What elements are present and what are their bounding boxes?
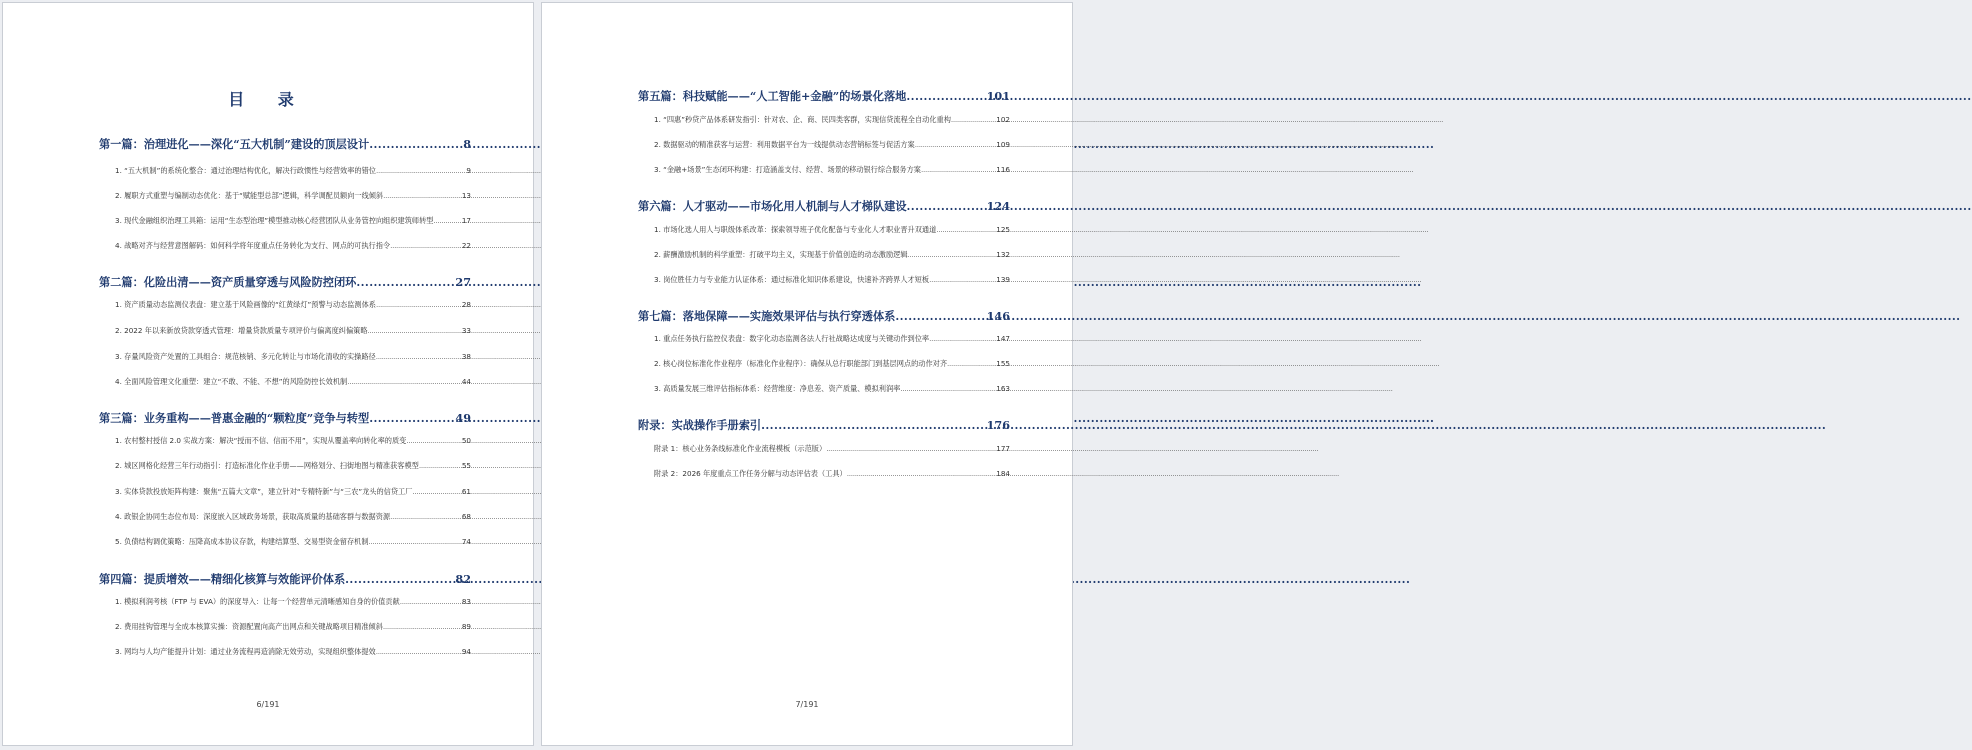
toc-entry-title: 第六篇：人才驱动——市场化用人机制与人才梯队建设 — [638, 199, 907, 213]
toc-section-entry[interactable] — [115, 377, 471, 387]
toc-page-number: 55 — [461, 461, 471, 470]
toc-dot-leader — [406, 436, 462, 445]
toc-page-number: 38 — [461, 352, 471, 361]
toc-page-number: 74 — [461, 537, 471, 546]
toc-page-number: 109 — [996, 140, 1010, 149]
toc-section-entry[interactable] — [115, 352, 471, 362]
toc-section-entry[interactable] — [115, 436, 471, 446]
toc-page-number: 116 — [996, 165, 1010, 174]
toc-entry-title: 3. 实体贷款投放矩阵构建：聚焦“五篇大文章”，建立针对“专精特新”与“三农”龙头的信贷工厂 — [115, 487, 413, 496]
toc-page-number: 17 — [461, 216, 471, 225]
toc-entry-title: 第五篇：科技赋能——“人工智能+金融”的场景化落地 — [638, 89, 907, 103]
toc-section-entry[interactable] — [654, 225, 1010, 235]
toc-dot-leader — [376, 300, 462, 309]
toc-entry-title: 5. 负债结构调优策略：压降高成本协议存款，构建结算型、交易型资金留存机制 — [115, 537, 369, 546]
toc-entry-title: 第二篇：化险出清——资产质量穿透与风险防控闭环 — [99, 275, 357, 289]
toc-entry-title: 1. 重点任务执行监控仪表盘：数字化动态监测各法人行社战略达成度与关键动作到位率 — [654, 334, 930, 343]
toc-dot-leader — [390, 512, 462, 521]
toc-dot-leader — [383, 622, 462, 631]
toc-dot-leader — [383, 191, 462, 200]
toc-entry-title: 2. 2022 年以来新放贷款穿透式管理：增量贷款质量专项评价与偏离度纠偏策略 — [115, 326, 368, 335]
toc-page-number: 27 — [455, 275, 471, 289]
toc-dot-leader — [345, 572, 455, 586]
toc-entry-title: 附录 2：2026 年度重点工作任务分解与动态评估表（工具） — [654, 469, 847, 478]
toc-section-entry[interactable] — [115, 241, 471, 251]
toc-page-number: 176 — [986, 418, 1010, 432]
toc-page-number: 28 — [461, 300, 471, 309]
toc-dot-leader — [369, 537, 462, 546]
toc-section-entry[interactable] — [654, 359, 1010, 369]
toc-entry-title: 3. 现代金融组织治理工具箱：运用“生态型治理”模型推动核心经营团队从业务管控向组织建筑师转型 — [115, 216, 434, 225]
toc-dot-leader — [369, 137, 463, 151]
toc-page-number: 155 — [996, 359, 1010, 368]
toc-section-entry[interactable] — [654, 115, 1010, 125]
toc-section-entry[interactable] — [115, 597, 471, 607]
toc-entry-title: 1. “四惠”秒贷产品体系研发指引：针对农、企、商、民四类客群，实现信贷流程全自动化重构 — [654, 115, 951, 124]
toc-chapter-entry[interactable] — [99, 410, 471, 426]
toc-dot-leader — [419, 461, 462, 470]
toc-section-entry[interactable] — [654, 165, 1010, 175]
toc-entry-title: 4. 全面风险管理文化重塑：建立“不敢、不能、不想”的风险防控长效机制 — [115, 377, 348, 386]
toc-section-entry[interactable] — [654, 444, 1010, 454]
toc-section-entry[interactable] — [115, 300, 471, 310]
toc-dot-leader — [908, 250, 997, 259]
toc-title: 目 录 — [228, 90, 308, 109]
toc-entry-title: 2. 数据驱动的精准获客与运营：利用数据平台为一线提供动态营销标签与促活方案 — [654, 140, 915, 149]
toc-page-number: 9 — [466, 166, 471, 175]
toc-page-number: 50 — [461, 436, 471, 445]
toc-page-number: 147 — [996, 334, 1010, 343]
toc-section-entry[interactable] — [115, 512, 471, 522]
toc-dot-leader — [951, 115, 996, 124]
toc-dot-leader — [347, 377, 462, 386]
toc-section-entry[interactable] — [115, 326, 471, 336]
toc-dot-leader — [376, 352, 462, 361]
toc-page-number: 132 — [996, 250, 1010, 259]
toc-entry-title: 3. “金融+场景”生态闭环构建：打造涵盖支付、经营、场景的移动银行综合服务方案 — [654, 165, 921, 174]
toc-page-number: 22 — [461, 241, 471, 250]
toc-page-number: 102 — [996, 115, 1010, 124]
toc-page-number: 8 — [463, 137, 471, 151]
toc-entry-title: 1. “五大机制”的系统化整合：通过治理结构优化，解决行政惯性与经营效率的错位 — [115, 166, 376, 175]
toc-entry-title: 2. 城区网格化经营三年行动指引：打造标准化作业手册——网格划分、扫街地图与精准获客模型 — [115, 461, 419, 470]
toc-dot-leader — [915, 140, 997, 149]
toc-page-number: 61 — [461, 487, 471, 496]
toc-entry-title: 3. 高质量发展三维评估指标体系：经营维度：净息差、资产质量、模拟利润率 — [654, 384, 901, 393]
toc-section-entry[interactable] — [654, 334, 1010, 344]
toc-dot-leader — [907, 199, 987, 213]
toc-chapter-entry[interactable] — [638, 417, 1010, 433]
toc-dot-leader — [412, 487, 461, 496]
toc-dot-leader — [368, 326, 462, 335]
toc-section-entry[interactable] — [115, 647, 471, 657]
toc-dot-leader — [947, 359, 996, 368]
toc-section-entry[interactable] — [115, 191, 471, 201]
toc-section-entry[interactable] — [115, 487, 471, 497]
toc-section-entry[interactable] — [654, 469, 1010, 479]
toc-dot-leader — [390, 241, 462, 250]
toc-page-number: 68 — [461, 512, 471, 521]
toc-dot-leader — [929, 275, 996, 284]
toc-dot-leader — [356, 275, 455, 289]
toc-dot-leader — [847, 469, 997, 478]
toc-entry-title: 第三篇：业务重构——普惠金融的“颗粒度”竞争与转型 — [99, 411, 370, 425]
toc-chapter-entry[interactable] — [638, 198, 1010, 214]
toc-dot-leader — [900, 384, 996, 393]
toc-chapter-entry[interactable] — [99, 274, 471, 290]
toc-dot-leader — [369, 411, 455, 425]
toc-dot-leader — [906, 89, 986, 103]
toc-entry-title: 第七篇：落地保障——实施效果评估与执行穿透体系 — [638, 309, 896, 323]
toc-page-number: 101 — [986, 89, 1010, 103]
toc-dot-leader — [921, 165, 996, 174]
toc-entry-title: 4. 战略对齐与经营意图解码：如何科学将年度重点任务转化为支行、网点的可执行指令 — [115, 241, 391, 250]
toc-entry-title: 1. 农村整村授信 2.0 实战方案：解决“授而不信、信而不用”，实现从覆盖率向转化率的质变 — [115, 436, 407, 445]
toc-page-right — [541, 2, 1073, 746]
toc-dot-leader — [761, 418, 987, 432]
page-number: 7/191 — [795, 700, 819, 709]
toc-section-entry[interactable] — [115, 461, 471, 471]
toc-entry-title: 3. 网均与人均产能提升计划：通过业务流程再造消除无效劳动，实现组织整体提效 — [115, 647, 376, 656]
toc-section-entry[interactable] — [115, 166, 471, 176]
toc-page-number: 82 — [455, 572, 471, 586]
toc-dot-leader — [895, 309, 986, 323]
toc-entry-title: 1. 资产质量动态监测仪表盘：建立基于风险画像的“红黄绿灯”预警与动态监测体系 — [115, 300, 376, 309]
toc-dot-leader — [936, 225, 996, 234]
toc-page-number: 94 — [461, 647, 471, 656]
toc-page-number: 177 — [996, 444, 1010, 453]
toc-page-number: 163 — [996, 384, 1010, 393]
toc-entry-title: 第四篇：提质增效——精细化核算与效能评价体系 — [99, 572, 346, 586]
toc-section-entry[interactable] — [654, 140, 1010, 150]
toc-page-number: 89 — [461, 622, 471, 631]
toc-page-number: 83 — [461, 597, 471, 606]
toc-page-number: 184 — [996, 469, 1010, 478]
toc-entry-title: 1. 模拟利润考核（FTP 与 EVA）的深度导入：让每一个经营单元清晰感知自身的价值贡献 — [115, 597, 400, 606]
toc-page-number: 49 — [455, 411, 471, 425]
toc-page-number: 124 — [986, 199, 1010, 213]
toc-entry-title: 3. 岗位胜任力与专业能力认证体系：通过标准化知识体系建设，快速补齐跨界人才短板 — [654, 275, 930, 284]
toc-dot-leader — [433, 216, 461, 225]
toc-section-entry[interactable] — [115, 622, 471, 632]
toc-page-number: 33 — [461, 326, 471, 335]
toc-page-number: 146 — [986, 309, 1010, 323]
toc-dot-leader — [929, 334, 996, 343]
toc-page-left — [2, 2, 534, 746]
toc-page-number: 125 — [996, 225, 1010, 234]
toc-page-number: 44 — [461, 377, 471, 386]
toc-entry-title: 2. 核心岗位标准化作业程序（标准化作业程序）：确保从总行职能部门到基层网点的动作对齐 — [654, 359, 948, 368]
toc-dot-leader — [376, 647, 462, 656]
toc-chapter-entry[interactable] — [99, 571, 471, 587]
toc-page-number: 13 — [461, 191, 471, 200]
toc-section-entry[interactable] — [115, 537, 471, 547]
toc-dot-leader — [826, 444, 996, 453]
page-number: 6/191 — [256, 700, 280, 709]
toc-entry-title: 1. 市场化选人用人与职级体系改革：探索领导班子优化配备与专业化人才职业晋升双通道 — [654, 225, 937, 234]
toc-section-entry[interactable] — [115, 216, 471, 226]
toc-entry-title: 附录 1：核心业务条线标准化作业流程模板（示范版） — [654, 444, 827, 453]
toc-section-entry[interactable] — [654, 250, 1010, 260]
toc-entry-title: 第一篇：治理进化——深化“五大机制”建设的顶层设计 — [99, 137, 370, 151]
toc-entry-title: 2. 履职方式重塑与编制动态优化：基于“赋能型总部”逻辑，科学调配员额向一线倾斜 — [115, 191, 384, 200]
toc-entry-title: 3. 存量风险资产处置的工具组合：规范核销、多元化转让与市场化清收的实操路径 — [115, 352, 376, 361]
toc-chapter-entry[interactable] — [638, 308, 1010, 324]
toc-entry-title: 附录：实战操作手册索引 — [638, 418, 762, 432]
toc-entry-title: 4. 政银企协同生态位布局：深度嵌入区域政务场景，获取高质量的基础客群与数据资源 — [115, 512, 391, 521]
toc-section-entry[interactable] — [654, 384, 1010, 394]
toc-page-number: 139 — [996, 275, 1010, 284]
toc-dot-leader — [400, 597, 462, 606]
toc-section-entry[interactable] — [654, 275, 1010, 285]
toc-dot-leader — [376, 166, 466, 175]
toc-entry-title: 2. 薪酬激励机制的科学重塑：打破平均主义，实现基于价值创造的动态激励逻辑 — [654, 250, 908, 259]
toc-chapter-entry[interactable] — [638, 88, 1010, 104]
toc-chapter-entry[interactable] — [99, 136, 471, 152]
toc-entry-title: 2. 费用挂钩管理与全成本核算实操：资源配置向高产出网点和关键战略项目精准倾斜 — [115, 622, 383, 631]
